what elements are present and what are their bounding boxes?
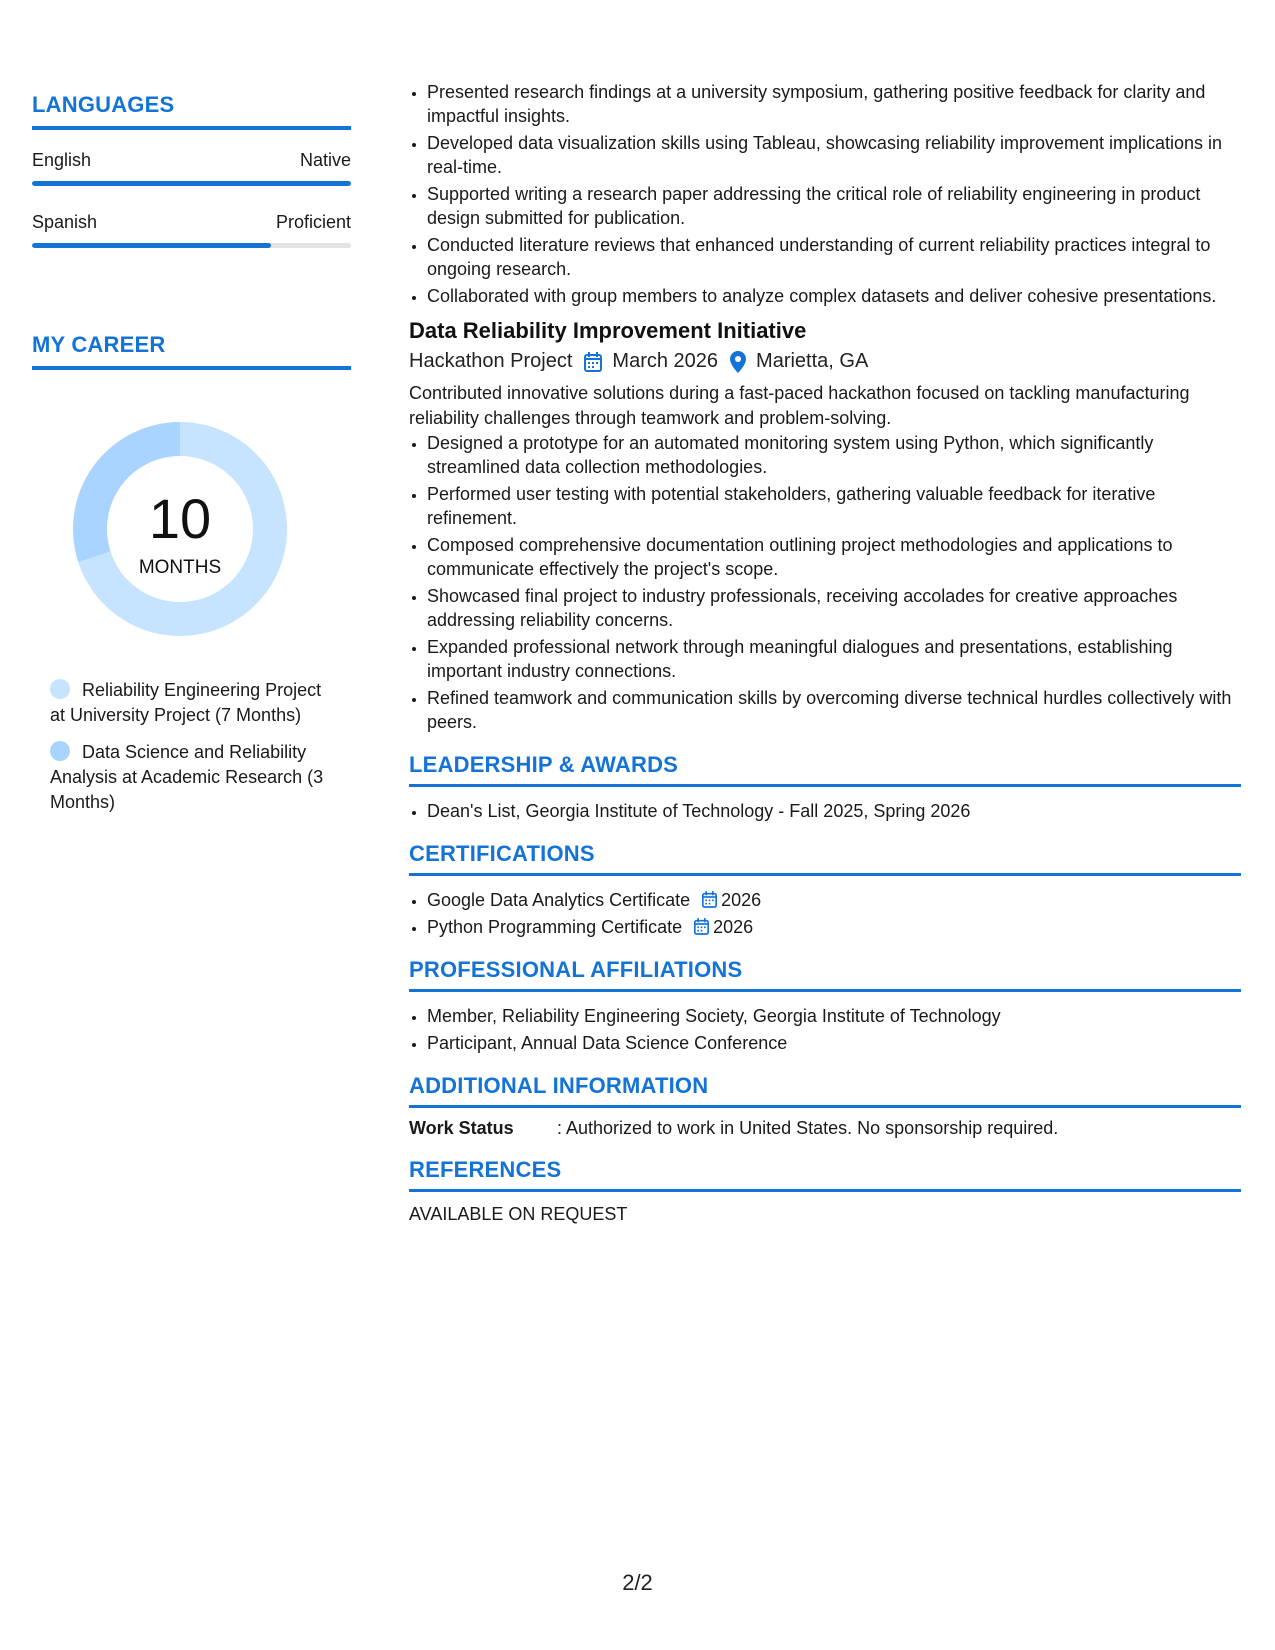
language-name: Spanish <box>32 212 98 232</box>
references-section <box>409 1157 1241 1225</box>
leadership-section <box>409 752 1241 823</box>
project-summary: Contributed innovative solutions during a fast-paced hackathon focused on tackling manufacturing reliability challenges through teamwork and problem-solving. <box>409 383 1190 428</box>
career-donut-chart <box>65 414 295 644</box>
affiliations-title: PROFESSIONAL AFFILIATIONS <box>409 957 1241 992</box>
career-total-number: 10 <box>148 487 212 550</box>
language-item <box>32 212 351 248</box>
language-bar <box>32 181 351 186</box>
language-name: English <box>32 150 92 170</box>
list-item <box>427 915 1241 939</box>
references-text: AVAILABLE ON REQUEST <box>409 1204 628 1224</box>
calendar-icon <box>702 891 717 908</box>
list-item: • Collaborated with group members to analyze complex datasets and deliver cohesive presentations. <box>427 284 1241 308</box>
legend-dot-icon <box>50 741 70 761</box>
language-bar-fill <box>32 181 351 186</box>
certification-name: Google Data Analytics Certificate <box>427 890 691 910</box>
certification-year: 2026 <box>713 917 754 937</box>
certifications-section <box>409 841 1241 939</box>
list-item: • Refined teamwork and communication skills by overcoming diverse technical hurdles collectively with peers. <box>427 686 1241 734</box>
list-item: • Conducted literature reviews that enhanced understanding of current reliability practices integral to ongoing research. <box>427 233 1241 281</box>
list-item: • Showcased final project to industry professionals, receiving accolades for creative approaches addressing reliability concerns. <box>427 584 1241 632</box>
legend-dot-icon <box>50 679 70 699</box>
project-location: Marietta, GA <box>756 350 869 372</box>
list-item: • Member, Reliability Engineering Society, Georgia Institute of Technology <box>427 1004 1241 1028</box>
list-item: • Performed user testing with potential stakeholders, gathering valuable feedback for iterative refinement. <box>427 482 1241 530</box>
project-date: March 2026 <box>612 350 719 372</box>
language-level: Proficient <box>275 212 351 232</box>
career-total-unit: MONTHS <box>138 557 222 578</box>
language-item <box>32 150 351 186</box>
legend-item <box>50 678 330 728</box>
calendar-icon <box>694 918 709 935</box>
languages-section <box>32 92 351 248</box>
legend-label: Reliability Engineering Project at University Project (7 Months) <box>50 680 322 725</box>
certification-name: Python Programming Certificate <box>427 917 683 937</box>
project-org: Hackathon Project <box>409 350 573 372</box>
list-item: • Participant, Annual Data Science Conference <box>427 1031 1241 1055</box>
certifications-title: CERTIFICATIONS <box>409 841 1241 876</box>
references-title: REFERENCES <box>409 1157 1241 1192</box>
list-item: • Presented research findings at a university symposium, gathering positive feedback for clarity and impactful insights. <box>427 80 1241 128</box>
language-bar <box>32 243 351 248</box>
language-level: Native <box>299 150 351 170</box>
list-item <box>427 888 1241 912</box>
affiliations-section <box>409 957 1241 1055</box>
research-bullets <box>409 80 1241 308</box>
list-item: • Designed a prototype for an automated monitoring system using Python, which significantly streamlined data collection methodologies. <box>427 431 1241 479</box>
project-title: Data Reliability Improvement Initiative <box>409 318 807 343</box>
career-section <box>32 332 351 827</box>
language-bar-fill <box>32 243 271 248</box>
list-item: • Composed comprehensive documentation outlining project methodologies and applications to communicate effectively the project's scope. <box>427 533 1241 581</box>
calendar-icon <box>584 352 602 372</box>
location-pin-icon <box>730 351 746 373</box>
additional-info-section <box>409 1073 1241 1139</box>
work-status-label: Work Status <box>409 1118 514 1138</box>
list-item: • Developed data visualization skills using Tableau, showcasing reliability improvement implications in real-time. <box>427 131 1241 179</box>
career-title: MY CAREER <box>32 332 351 370</box>
list-item: • Supported writing a research paper addressing the critical role of reliability engineering in product design submitted for publication. <box>427 182 1241 230</box>
list-item: • Expanded professional network through meaningful dialogues and presentations, establishing important industry connections. <box>427 635 1241 683</box>
leadership-title: LEADERSHIP & AWARDS <box>409 752 1241 787</box>
additional-info-title: ADDITIONAL INFORMATION <box>409 1073 1241 1108</box>
career-legend <box>50 678 330 815</box>
project-bullets <box>409 431 1241 734</box>
legend-item <box>50 740 330 815</box>
page-number: 2/2 <box>622 1570 653 1595</box>
work-status-value: : Authorized to work in United States. No sponsorship required. <box>557 1118 1059 1138</box>
project-meta <box>409 350 1241 373</box>
legend-label: Data Science and Reliability Analysis at Academic Research (3 Months) <box>50 742 324 812</box>
list-item: • Dean's List, Georgia Institute of Technology - Fall 2025, Spring 2026 <box>427 799 1241 823</box>
certification-year: 2026 <box>721 890 762 910</box>
languages-title: LANGUAGES <box>32 92 351 130</box>
